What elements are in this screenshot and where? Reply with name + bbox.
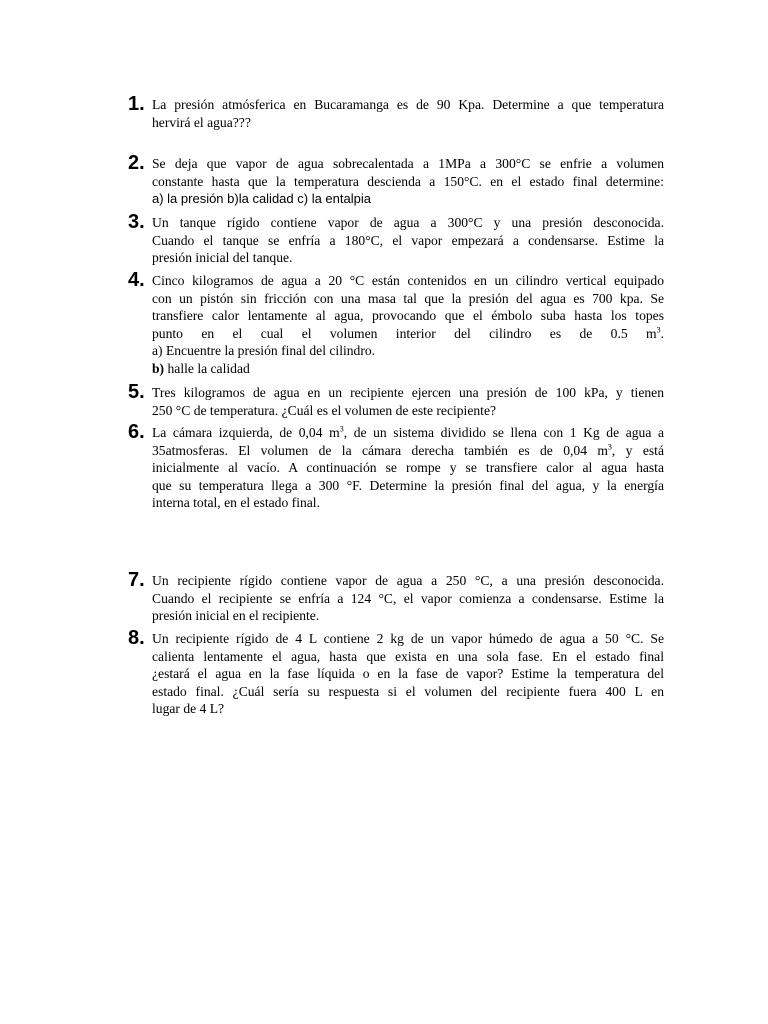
problem-text (152, 384, 664, 419)
text-line: estado final. ¿Cuál sería su respuesta si el volumen del recipiente fuera 400 L en (152, 683, 664, 699)
text-line: Un recipiente rígido contiene vapor de agua a 250 °C, a una presión desconocida. (152, 573, 664, 588)
problem-text (152, 272, 664, 378)
text-line: interna total, en el estado final. (152, 495, 320, 511)
text-line: La presión atmósferica en Bucaramanga es de 90 Kpa. Determine a que temperatura (152, 97, 664, 112)
problem-number: 5. (128, 381, 145, 403)
problem-text (152, 572, 664, 625)
problem-text (152, 96, 664, 131)
superscript-3: 3 (339, 424, 344, 434)
text-line: presión inicial del tanque. (152, 250, 293, 266)
text-line: que su temperatura llega a 300 °F. Determine la presión final del agua, y la energía (152, 477, 664, 493)
text-segment: 35atmosferas. El volumen de la cámara derecha también es de 0,04 m (152, 442, 608, 458)
text-segment: La cámara izquierda, de 0,04 m (152, 425, 340, 440)
item-label: b) (152, 360, 165, 376)
problem-number: 1. (128, 93, 145, 115)
text-line (152, 442, 664, 460)
problem-text (152, 630, 664, 718)
problem-8 (128, 627, 664, 718)
text-line: con un pistón sin fricción con una masa tal que la presión del agua es 700 kpa. Se (152, 290, 664, 306)
problem-2 (128, 152, 664, 208)
superscript-3: 3 (607, 442, 612, 452)
problem-number: 7. (128, 569, 145, 591)
text-line: a) Encuentre la presión final del cilindro. (152, 343, 376, 359)
text-line: inicialmente al vacío. A continuación se rompe y se transfiere calor al agua hasta (152, 460, 664, 476)
text-line: a) la presión b)la calidad c) la entalpia (152, 191, 371, 207)
problem-5 (128, 381, 664, 419)
problem-7 (128, 569, 664, 625)
problem-1 (128, 93, 664, 131)
text-line: Un tanque rígido contiene vapor de agua a 300°C y una presión desconocida. (152, 215, 664, 230)
text-line: calienta lentamente el agua, hasta que exista en una sola fase. En el estado final (152, 648, 664, 664)
text-line: Un recipiente rígido de 4 L contiene 2 kg de un vapor húmedo de agua a 50 °C. Se (152, 631, 664, 646)
text-segment: , y está (611, 442, 664, 458)
text-segment: punto en el cual el volumen interior del cilindro es de 0.5 m (152, 325, 657, 341)
problem-number: 8. (128, 627, 145, 649)
text-segment: , de un sistema dividido se llena con 1 Kg de agua a (343, 425, 665, 440)
problem-number: 2. (128, 152, 145, 174)
text-line: Cuando el recipiente se enfría a 124 °C, el vapor comienza a condensarse. Estime la (152, 590, 664, 606)
text-line: constante hasta que la temperatura descienda a 150°C. en el estado final determine: (152, 173, 664, 189)
text-line: Cinco kilogramos de agua a 20 °C están contenidos en un cilindro vertical equipado (152, 273, 664, 288)
text-line-volume (152, 325, 664, 343)
text-line: lugar de 4 L? (152, 701, 225, 717)
problem-text (152, 424, 664, 512)
superscript-3: 3 (656, 325, 661, 335)
text-line: Tres kilogramos de agua en un recipiente ejercen una presión de 100 kPa, y tienen (152, 385, 664, 400)
text-line: transfiere calor lentamente al agua, provocando que el émbolo suba hasta los topes (152, 308, 664, 324)
text-segment: halle la calidad (167, 360, 250, 376)
problem-text (152, 214, 664, 267)
problem-number: 4. (128, 269, 145, 291)
text-line: presión inicial en el recipiente. (152, 608, 320, 624)
text-line: ¿estará el agua en la fase líquida o en la fase de vapor? Estime la temperatura del (152, 666, 664, 682)
text-line: Cuando el tanque se enfría a 180°C, el vapor empezará a condensarse. Estime la (152, 232, 664, 248)
problem-3 (128, 211, 664, 267)
problem-6 (128, 421, 665, 512)
text-line (152, 360, 664, 378)
text-line (152, 424, 664, 442)
problem-number: 3. (128, 211, 145, 233)
text-line: Se deja que vapor de agua sobrecalentada a 1MPa a 300°C se enfrie a volumen (152, 156, 664, 171)
text-segment: . (660, 325, 664, 341)
problem-4 (128, 269, 664, 378)
text-line: 250 °C de temperatura. ¿Cuál es el volumen de este recipiente? (152, 402, 497, 418)
problem-text (152, 155, 664, 208)
text-line: hervirá el agua??? (152, 114, 251, 130)
problem-number: 6. (128, 421, 145, 443)
